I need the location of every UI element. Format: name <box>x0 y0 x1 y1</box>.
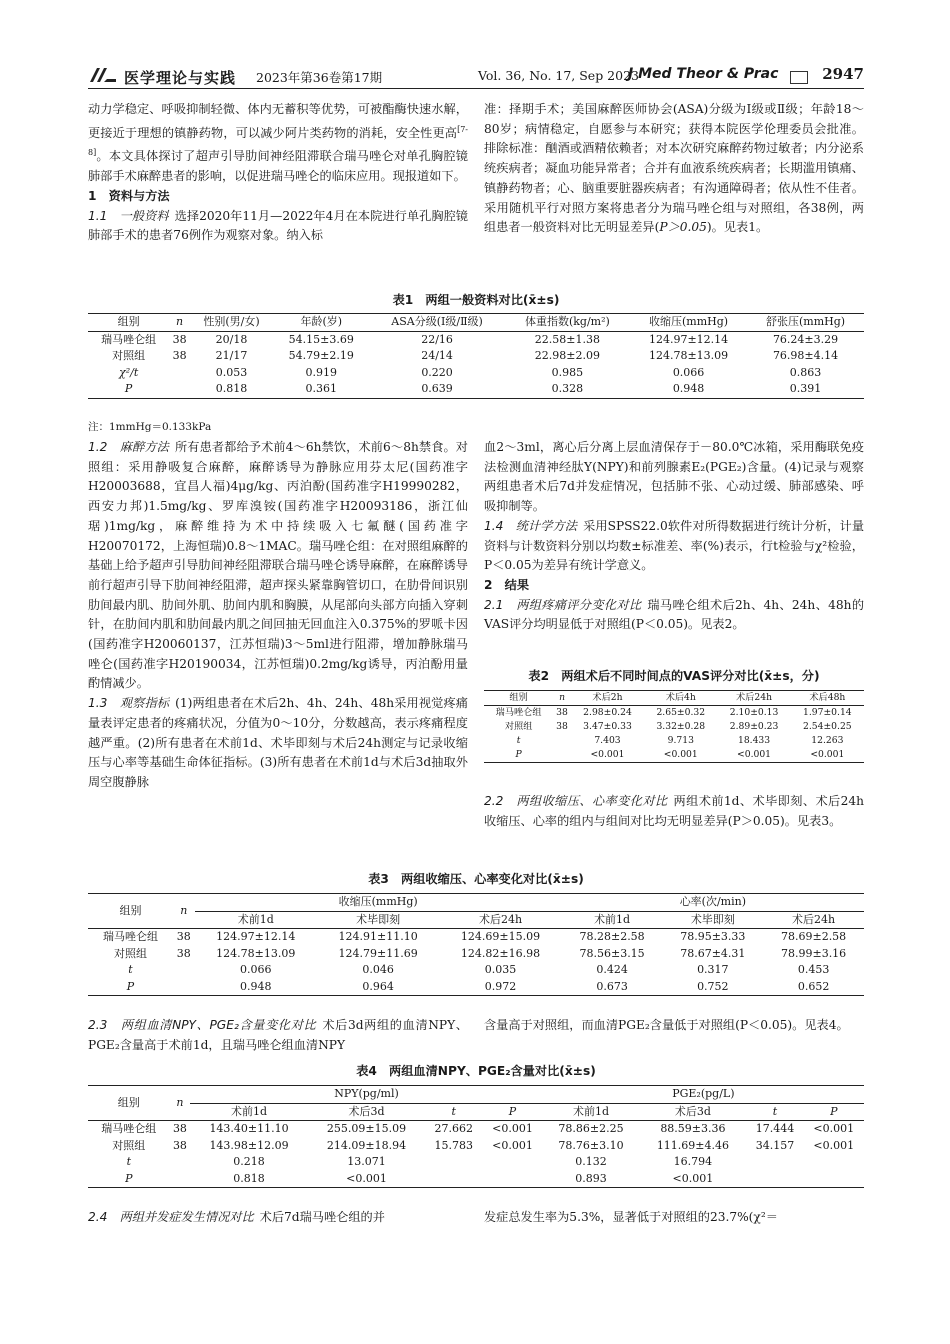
table2 <box>484 690 864 763</box>
table-row: 对照组 38 143.98±12.09 214.09±18.94 15.783 <0.001 78.76±3.10 111.69±4.46 34.157 <0.001 <box>112 1138 855 1152</box>
table1-note: 注：1mmHg＝0.133kPa <box>88 421 212 433</box>
table4-caption: 表4 两组血清NPY、PGE₂含量对比(x̄±s) <box>356 1064 596 1078</box>
paragraph: 1.4 统计学方法 采用SPSS22.0软件对所得数据进行统计分析，计量资料与计数资料分别以均数±标准差、率(%)表示，行t检验与χ²检验，P＜0.05为差异有统计学意义。 <box>484 518 865 573</box>
table-header-row: 术前1d 术毕即刻 术后24h 术前1d 术毕即刻 术后24h <box>88 911 864 929</box>
table-header-row: 术前1d 术后3d t P 术前1d 术后3d t P <box>88 1103 864 1121</box>
paragraph: 1.2 麻醉方法 所有患者都给予术前4～6h禁饮，术前6～8h禁食。对照组：采用静吸复合麻醉，麻醉诱导为静脉应用芬太尼(国药准字H20003688，宜昌人福)4μg/kg、丙泊酚(国药准字H19990282，西安力邦)1.5mg/kg、罗库溴铵(国药准字H20093186，浙江仙琚)1mg/kg，麻醉维持为术中持续吸入七氟醚(国药准字H20070172，上海恒瑞)0.8～1MAC。瑞马唑仑组：在对照组麻醉的基础上给予超声引导肋间神经阻滞联合瑞马唑仑诱导麻醉，在麻醉诱导前行超声引导下肋间神经阻滞，超声探头紧靠胸管切口，在肋骨间识别肋间最内肌、肋间外肌、肋间内肌和胸膜，从尾部向头部方向插入穿刺针，在肋间内肌和肋间最内肌之间回抽无回血注入0.375%的罗哌卡因(国药准字H20060137，江苏恒瑞)3～5ml进行阻滞，增加静脉瑞马唑仑(国药准字H20190034，江苏恒瑞)0.2mg/kg诱导，丙泊酚用量酌情减少。 <box>88 440 468 691</box>
left-column-mid <box>88 438 468 793</box>
paragraph: 1.3 观察指标 (1)两组患者在术后2h、4h、24h、48h采用视觉疼痛量表评定患者的疼痛状况，分值为0～10分，分数越高，表示疼痛程度越严重。(2)所有患者在术前1d、术毕即刻与术后24h测定与记录收缩压与心率等基础生命体征指标。(3)所有患者在术前1d与术后3d抽取外周空腹静脉 <box>88 696 468 789</box>
table1 <box>88 313 864 399</box>
table-group-header-row: 组别 n NPY(pg/ml) PGE₂(pg/L) <box>88 1086 864 1104</box>
table-row: 瑞马唑仑组 38 124.97±12.14 124.91±11.10 124.69±15.09 78.28±2.58 78.95±3.33 78.69±2.58 <box>102 930 847 943</box>
table-row: 瑞马唑仑组 38 20/18 54.15±3.69 22/16 22.58±1.38 124.97±12.14 76.24±3.29 <box>101 332 839 346</box>
section-heading: 2 结果 <box>484 577 530 592</box>
page-number: 2947 <box>822 65 864 83</box>
table-row: 瑞马唑仑组 38 2.98±0.24 2.65±0.32 2.10±0.13 1.97±0.14 <box>495 707 852 718</box>
table-group-header-row: 组别 n 收缩压(mmHg) 心率(次/min) <box>88 894 864 912</box>
right-column-24 <box>484 1208 864 1228</box>
right-column-23 <box>484 1016 864 1036</box>
table1-caption: 表1 两组一般资料对比(x̄±s) <box>392 293 560 307</box>
table3-caption: 表3 两组收缩压、心率变化对比(x̄±s) <box>368 872 584 886</box>
table-row: 对照组 38 21/17 54.79±2.19 24/14 22.98±2.09 124.78±13.09 76.98±4.14 <box>112 349 839 362</box>
paragraph: 血2～3ml，离心后分离上层血清保存于－80.0℃冰箱，采用酶联免疫法检测血清神经肽Y(NPY)和前列腺素E₂(PGE₂)含量。(4)记录与观察两组患者术后7d并发症情况，包括肺不张、心动过缓、肺部感染、呼吸抑制等。 <box>484 440 864 514</box>
right-column-22 <box>484 792 864 831</box>
journal-name: 医学理论与实践 <box>124 69 237 87</box>
header-journal-abbr: J Med Theor & Prac <box>628 66 779 82</box>
left-column-top <box>88 100 468 246</box>
right-column-top <box>484 100 864 238</box>
paragraph: 2.4 两组并发症发生情况对比 术后7d瑞马唑仑组的并 <box>88 1210 385 1224</box>
paragraph: 准：择期手术；美国麻醉医师协会(ASA)分级为Ⅰ级或Ⅱ级；年龄18～80岁；病情稳定，自愿参与本研究；获得本院医学伦理委员会批准。排除标准：酗酒或酒精依赖者；对本次研究麻醉药物过敏者；内分泌系统疾病者；凝血功能异常者；合并有血液系统疾病者；长期滥用镇痛、镇静药物者；心、脑重要脏器疾病者；有沟通障碍者；依从性不佳者。采用随机平行对照方案将患者分为瑞马唑仑组与对照组，各38例，两组患者一般资料对比无明显差异(P＞0.05)。见表1。 <box>484 102 864 235</box>
table4 <box>88 1085 864 1188</box>
table-row: P 0.818 <0.001 0.893 <0.001 <box>125 1171 714 1185</box>
header-volume: Vol. 36, No. 17, Sep 2023 <box>478 68 639 83</box>
paragraph: 2.2 两组收缩压、心率变化对比 两组术前1d、术毕即刻、术后24h收缩压、心率的组内与组间对比均无明显差异(P＞0.05)。见表3。 <box>484 794 864 828</box>
table-row: 对照组 38 124.78±13.09 124.79±11.69 124.82±16.98 78.56±3.15 78.67±4.31 78.99±3.16 <box>113 946 847 960</box>
table-row: P 0.948 0.964 0.972 0.673 0.752 0.652 <box>126 979 830 993</box>
paragraph: 发症总发生率为5.3%，显著低于对照组的23.7%(χ²＝ <box>484 1210 778 1224</box>
table-header-row: 组别 n 术后2h 术后4h 术后24h 术后48h <box>484 691 864 706</box>
paragraph: 1.1 一般资料 选择2020年11月—2022年4月在本院进行单孔胸腔镜肺部手术的患者76例作为观察对象。纳入标 <box>88 208 468 243</box>
table-row: t 0.218 13.071 0.132 16.794 <box>126 1155 713 1168</box>
journal-logo-icon <box>88 66 118 84</box>
table-row: t 0.066 0.046 0.035 0.424 0.317 0.453 <box>128 963 830 976</box>
paragraph: 2.1 两组疼痛评分变化对比 瑞马唑仑组术后2h、4h、24h、48h的VAS评分均明显低于对照组(P＜0.05)。见表2。 <box>484 597 865 632</box>
page-header <box>88 66 864 89</box>
table-row: t 7.403 9.713 18.433 12.263 <box>516 735 844 746</box>
section-heading: 1 资料与方法 <box>88 188 170 203</box>
table-row: χ²/t 0.053 0.919 0.220 0.985 0.066 0.863 <box>119 365 822 379</box>
paragraph: 含量高于对照组，而血清PGE₂含量低于对照组(P＜0.05)。见表4。 <box>484 1018 849 1032</box>
header-citation: 2023年第36卷第17期 <box>256 70 383 85</box>
header-box-icon <box>790 71 808 84</box>
table2-caption: 表2 两组术后不同时间点的VAS评分对比(x̄±s，分) <box>528 669 820 683</box>
paragraph: 2.3 两组血清NPY、PGE₂含量变化对比 术后3d两组的血清NPY、PGE₂含量高于术前1d，且瑞马唑仑组血清NPY <box>88 1018 468 1052</box>
table-row: P 0.818 0.361 0.639 0.328 0.948 0.391 <box>124 382 822 395</box>
table-header-row: 组别 n 性别(男/女) 年龄(岁) ASA分级(Ⅰ级/Ⅱ级) 体重指数(kg/m²) 收缩压(mmHg) 舒张压(mmHg) <box>88 314 864 332</box>
table-row: 瑞马唑仑组 38 143.40±11.10 255.09±15.09 27.662 <0.001 78.86±2.25 88.59±3.36 17.444 <0.001 <box>101 1122 855 1135</box>
table-row: 对照组 38 3.47±0.33 3.32±0.28 2.89±0.23 2.54±0.25 <box>504 721 852 732</box>
left-column-23 <box>88 1016 468 1055</box>
reference: [7-8] <box>88 124 468 158</box>
right-column-mid <box>484 438 864 635</box>
table3 <box>88 893 864 996</box>
left-column-24 <box>88 1208 468 1228</box>
paragraph: 动力学稳定、呼吸抑制轻微、体内无蓄积等优势，可被酯酶快速水解，更接近于理想的镇静药物，可以减少阿片类药物的消耗，安全性更高[7-8]。本文具体探讨了超声引导肋间神经阻滞联合瑞马唑仑对单孔胸腔镜肺部手术麻醉患者的影响，以促进瑞马唑仑的临床应用。现报道如下。 <box>88 102 468 184</box>
table-row: P <0.001 <0.001 <0.001 <0.001 <box>515 749 845 760</box>
